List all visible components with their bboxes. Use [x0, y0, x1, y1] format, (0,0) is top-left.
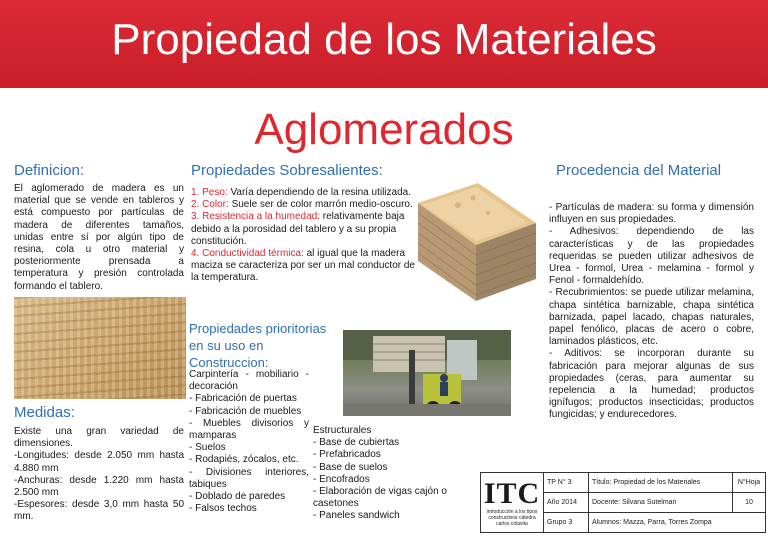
tp-cell: TP N° 3 [544, 473, 589, 493]
list-item: Estructurales [313, 425, 372, 436]
docente-cell: Docente: Silvana Sutelman [589, 493, 733, 513]
propiedades-heading: Propiedades Sobresalientes: [191, 162, 383, 179]
list-item: - Falsos techos [189, 503, 257, 515]
medidas-item: -Longitudes: desde 2.050 mm hasta 4.880 mm [14, 450, 184, 474]
procedencia-item: - Partículas de madera: su forma y dimensión influyen en sus propiedades. [549, 202, 754, 226]
list-item: - Encofrados [313, 473, 370, 485]
propiedades-list [191, 187, 417, 285]
propiedad-item [191, 248, 417, 285]
medidas-intro: Existe una gran variedad de dimensiones. [14, 426, 184, 450]
anio-cell: Año 2014 [544, 493, 589, 513]
list-item: - Fabricación de puertas [189, 393, 297, 405]
list-item: - Elaboración de vigas cajón o casetones [313, 486, 447, 510]
titulo-cell: Título: Propiedad de los Materiales [589, 473, 733, 493]
medidas-heading: Medidas: [14, 404, 75, 421]
propiedad-text: Suele ser de color marrón medio-oscuro. [228, 199, 413, 211]
propiedad-item [191, 199, 417, 211]
procedencia-item: - Adhesivos: dependiendo de las características y de las propiedades requeridas se pueden utilizar adhesivos de Urea - formol, Urea - melamina - formol y Fenol - formaldehído. [549, 226, 754, 287]
medidas-block [14, 426, 184, 524]
alumnos-cell: Alumnos: Mazza, Parra, Torres Zompa [589, 513, 766, 533]
procedencia-list [549, 202, 754, 422]
propiedad-label: 2. Color: [191, 199, 229, 211]
propiedad-text: al igual que la madera maciza se caracteriza por ser un mal conductor de la temperatura. [191, 248, 415, 284]
itc-logo-cell [481, 473, 544, 533]
list-item: - Paneles sandwich [313, 510, 400, 522]
hoja-label-cell: N°Hoja [733, 473, 766, 493]
list-item: - Fabricación de muebles [189, 405, 302, 417]
board-cross-section-image [418, 183, 536, 301]
itc-logo-caption: introducción a los tipos constructivos cátedra carlos colavita [486, 508, 538, 527]
title-block [480, 472, 766, 533]
propiedad-label: 1. Peso: [191, 187, 228, 198]
itc-logo: ITC [483, 476, 541, 510]
list-item: - Doblado de paredes [189, 491, 286, 503]
page-title: Propiedad de los Materiales [111, 15, 657, 64]
propiedad-label: 4. Conductividad térmica: [191, 248, 304, 260]
propiedad-text: Varía dependiendo de la resina utilizada. [227, 187, 411, 198]
list-item: - Muebles divisorios y mamparas [189, 417, 309, 442]
forklift-photo [343, 330, 511, 416]
uso-carpinteria-list [189, 369, 309, 515]
definicion-heading: Definicion: [14, 162, 85, 179]
uso-estructural-list [313, 425, 453, 523]
list-item: - Rodapiés, zócalos, etc. [189, 454, 299, 466]
list-item: Carpintería - mobiliario - decoración [189, 369, 309, 393]
procedencia-item: - Recubrimientos: se puede utilizar melamina, chapa sintética barnizable, chapa sintética barnizada, papel lacado, chapas naturales, papel fenólico, placas de acero o cobre, laminados plásticos, etc. [549, 287, 754, 348]
list-item: - Divisiones interiores, tabiques [189, 466, 309, 490]
definicion-text: El aglomerado de madera es un material que se vende en tableros y está compuesto por partículas de madera de diferentes tamaños, unidas entre sí por algún tipo de resina, cola u otro material y posteriormente prensada a temperatura y presión controlada formando el tablero. [14, 183, 184, 292]
propiedad-item [191, 187, 417, 199]
list-item: - Base de suelos [313, 461, 388, 473]
medidas-item: -Anchuras: desde 1.220 mm hasta 2.500 mm [14, 474, 184, 499]
list-item: - Suelos [189, 442, 226, 454]
medidas-item: -Espesores: desde 3,0 mm hasta 50 mm. [14, 499, 184, 523]
procedencia-item: - Aditivos: se incorporan durante su fabricación para mejorar algunas de sus propiedades (ceras, para aumentar su repelencia a la humedad; productos ignífugos; productos insecticidas; productos fungicidas; y endurecedores. [549, 348, 754, 421]
propiedad-text: relativamente baja debido a la porosidad del tablero y a su propia constitución. [191, 211, 405, 247]
procedencia-heading: Procedencia del Material [556, 162, 722, 179]
list-item: - Base de cubiertas [313, 437, 400, 449]
hoja-number-cell: 10 [733, 493, 766, 513]
chipboard-closeup-image [14, 297, 186, 399]
prioritarias-heading: Propiedades prioritorias en su uso en Construccion: [189, 321, 327, 370]
grupo-cell: Grupo 3 [544, 513, 589, 533]
section-title: Aglomerados [254, 105, 514, 154]
list-item: - Prefabricados [313, 449, 381, 461]
propiedad-item [191, 211, 417, 248]
propiedad-label: 3. Resistencia a la humedad: [191, 211, 320, 223]
